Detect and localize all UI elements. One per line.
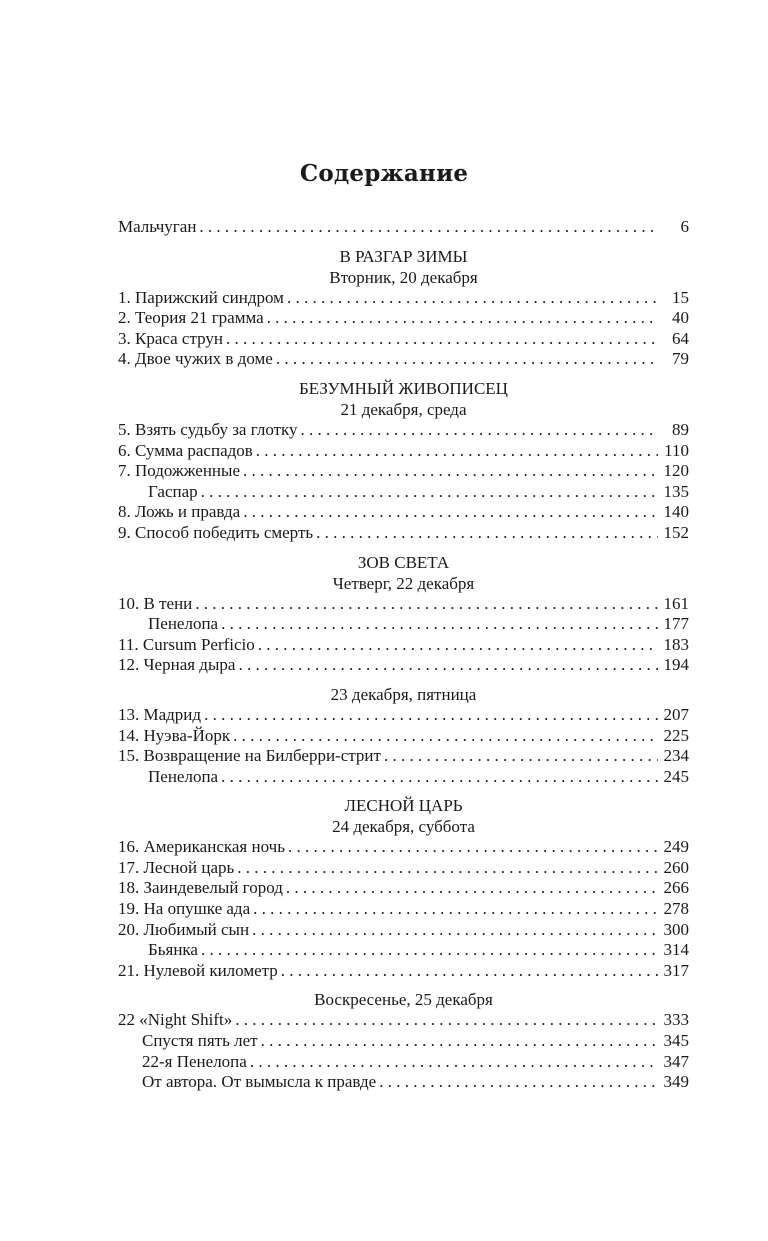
entry-page: 260 <box>663 857 689 877</box>
entry-title: 21. Нулевой километр <box>118 960 278 980</box>
toc-entry[interactable] <box>118 961 689 982</box>
toc-entry[interactable] <box>118 614 689 635</box>
section-date: 21 декабря, среда <box>340 399 467 419</box>
toc-entry[interactable] <box>118 482 689 503</box>
entry-page: 333 <box>663 1010 689 1030</box>
leader-dots <box>238 655 658 676</box>
entry-page: 40 <box>672 308 689 328</box>
leader-dots <box>221 767 658 788</box>
leader-dots <box>252 920 658 941</box>
leader-dots <box>235 1010 658 1031</box>
part-heading: ЛЕСНОЙ ЦАРЬ <box>344 796 463 816</box>
entry-title: 13. Мадрид <box>118 704 202 724</box>
leader-dots <box>221 614 658 635</box>
entry-title: 14. Нуэва-Йорк <box>118 725 231 745</box>
leader-dots <box>233 726 658 747</box>
section-gap <box>118 544 689 552</box>
entry-page: 177 <box>663 614 689 634</box>
leader-dots <box>281 961 658 982</box>
leader-dots <box>379 1072 658 1093</box>
toc-entry[interactable] <box>118 940 689 961</box>
entry-page: 152 <box>663 522 689 542</box>
entry-page: 6 <box>680 217 689 236</box>
entry-page: 135 <box>663 481 689 501</box>
toc-entry[interactable] <box>118 461 689 482</box>
entry-page: 225 <box>663 725 689 745</box>
leader-dots <box>384 746 658 767</box>
leader-dots <box>258 635 658 656</box>
entry-title: 22-я Пенелопа <box>142 1051 247 1071</box>
entry-title: Спустя пять лет <box>142 1031 258 1051</box>
entry-page: 64 <box>672 328 689 348</box>
entry-page: 245 <box>663 766 689 786</box>
toc-entry[interactable] <box>118 1052 689 1073</box>
entry-page: 266 <box>663 878 689 898</box>
entry-page: 194 <box>663 655 689 675</box>
entry-title: 19. На опушке ада <box>118 899 251 919</box>
entry-page: 345 <box>663 1031 689 1051</box>
section-gap <box>118 787 689 795</box>
entry-title: 5. Взять судьбу за глотку <box>118 419 298 439</box>
entry-title: 3. Краса струн <box>118 328 223 348</box>
entry-title: 9. Способ победить смерть <box>118 522 314 542</box>
entry-title: Гаспар <box>148 481 198 501</box>
entry-page: 249 <box>663 837 689 857</box>
toc-entry[interactable] <box>118 920 689 941</box>
leader-dots <box>261 1031 658 1052</box>
toc-entry[interactable] <box>118 837 689 858</box>
toc-entry[interactable] <box>118 441 689 462</box>
section-date: Четверг, 22 декабря <box>332 573 475 593</box>
toc-entry[interactable] <box>118 329 689 350</box>
entry-title: 22 «Night Shift» <box>118 1010 233 1030</box>
toc-entry[interactable] <box>118 523 689 544</box>
leader-dots <box>288 837 658 858</box>
section-date: Вторник, 20 декабря <box>329 267 478 287</box>
toc-entry[interactable] <box>118 1072 689 1093</box>
entry-title: 11. Cursum Perficio <box>118 634 255 654</box>
toc-entry[interactable] <box>118 288 689 309</box>
entry-title: Пенелопа <box>148 766 219 786</box>
entry-page: 140 <box>663 502 689 522</box>
entry-page: 317 <box>663 960 689 980</box>
leader-dots <box>199 217 658 238</box>
entry-title: 12. Черная дыра <box>118 655 236 675</box>
entry-page: 314 <box>663 940 689 960</box>
entry-page: 120 <box>663 461 689 481</box>
leader-dots <box>267 308 658 329</box>
toc-entry[interactable] <box>118 746 689 767</box>
leader-dots <box>237 858 658 879</box>
entry-title: 17. Лесной царь <box>118 857 235 877</box>
toc-entry[interactable] <box>118 726 689 747</box>
entry-page: 207 <box>663 704 689 724</box>
part-heading: ЗОВ СВЕТА <box>357 552 450 572</box>
entry-title: 18. Заиндевелый город <box>118 878 283 898</box>
leader-dots <box>201 940 658 961</box>
entry-page: 110 <box>664 440 689 460</box>
entry-page: 234 <box>663 746 689 766</box>
toc-entry-intro[interactable] <box>118 217 689 238</box>
toc-entry[interactable] <box>118 349 689 370</box>
leader-dots <box>256 441 658 462</box>
entry-title: От автора. От вымысла к правде <box>142 1072 377 1092</box>
entry-page: 183 <box>663 634 689 654</box>
entry-title: 20. Любимый сын <box>118 919 250 939</box>
section-date: 23 декабря, пятница <box>330 684 477 704</box>
entry-title: 10. В тени <box>118 593 193 613</box>
leader-dots <box>316 523 658 544</box>
leader-dots <box>201 482 658 503</box>
entry-title: 2. Теория 21 грамма <box>118 308 264 328</box>
toc-entry[interactable] <box>118 1010 689 1031</box>
leader-dots <box>250 1052 658 1073</box>
entry-page: 161 <box>663 593 689 613</box>
entry-title: 15. Возвращение на Билберри-стрит <box>118 746 381 766</box>
section-gap <box>118 238 689 246</box>
toc-entry[interactable] <box>118 899 689 920</box>
leader-dots <box>276 349 658 370</box>
leader-dots <box>204 705 658 726</box>
entry-page: 278 <box>663 899 689 919</box>
leader-dots <box>287 288 658 309</box>
leader-dots <box>243 461 658 482</box>
entry-page: 347 <box>663 1051 689 1071</box>
entry-title: 1. Парижский синдром <box>118 287 284 307</box>
entry-title: 8. Ложь и правда <box>118 502 241 522</box>
entry-title: 6. Сумма распадов <box>118 440 253 460</box>
toc-entry[interactable] <box>118 594 689 615</box>
toc-entry[interactable] <box>118 705 689 726</box>
page-title: Содержание <box>299 160 469 187</box>
section-gap <box>118 981 689 989</box>
leader-dots <box>286 878 658 899</box>
entry-title: Бьянка <box>148 940 198 960</box>
entry-title: 7. Подожженные <box>118 461 240 481</box>
toc-entry[interactable] <box>118 420 689 441</box>
entry-page: 79 <box>672 349 689 369</box>
section-date: 24 декабря, суббота <box>332 817 475 837</box>
toc-entry[interactable] <box>118 1031 689 1052</box>
entry-title: Мальчуган <box>118 217 197 236</box>
leader-dots <box>195 594 658 615</box>
entry-page: 89 <box>672 419 689 439</box>
leader-dots <box>301 420 658 441</box>
entry-page: 349 <box>663 1072 689 1092</box>
table-of-contents <box>118 217 689 1093</box>
entry-title: Пенелопа <box>148 614 219 634</box>
leader-dots <box>226 329 658 350</box>
part-heading: БЕЗУМНЫЙ ЖИВОПИСЕЦ <box>299 378 508 398</box>
leader-dots <box>243 502 658 523</box>
leader-dots <box>253 899 658 920</box>
toc-entry[interactable] <box>118 635 689 656</box>
toc-entry[interactable] <box>118 767 689 788</box>
part-heading: В РАЗГАР ЗИМЫ <box>339 246 468 266</box>
section-gap <box>118 676 689 684</box>
section-gap <box>118 370 689 378</box>
entry-title: 16. Американская ночь <box>118 837 285 857</box>
entry-page: 300 <box>663 919 689 939</box>
toc-entry[interactable] <box>118 878 689 899</box>
entry-page: 15 <box>672 287 689 307</box>
toc-entry[interactable] <box>118 655 689 676</box>
section-date: Воскресенье, 25 декабря <box>314 990 493 1010</box>
entry-title: 4. Двое чужих в доме <box>118 349 273 369</box>
toc-entry[interactable] <box>118 308 689 329</box>
toc-entry[interactable] <box>118 858 689 879</box>
toc-entry[interactable] <box>118 502 689 523</box>
